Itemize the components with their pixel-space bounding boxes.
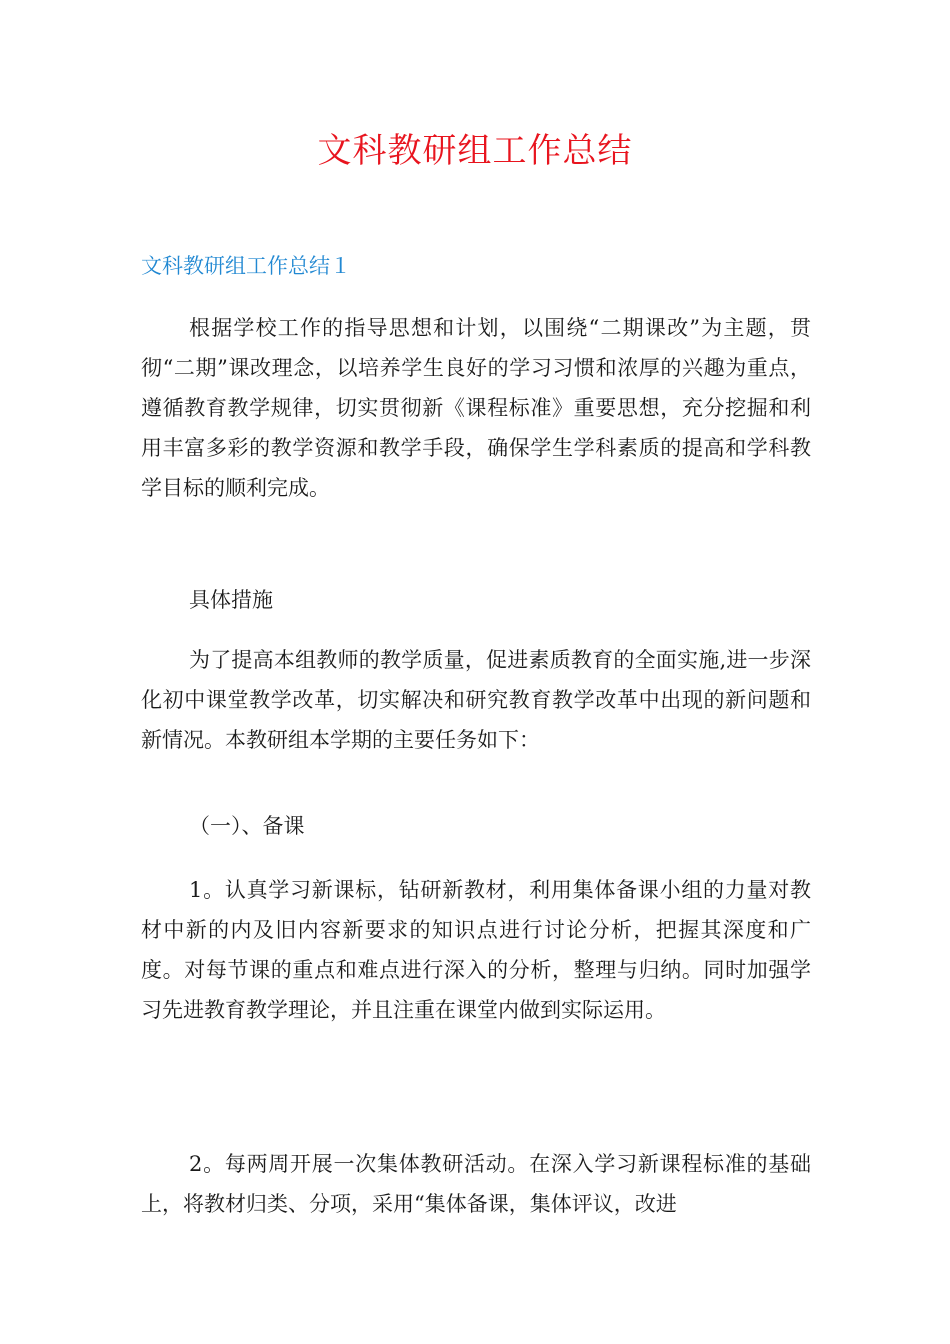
item-1-paragraph: 1。认真学习新课标，钻研新教材，利用集体备课小组的力量对教材中新的内及旧内容新要求的知识点进行讨论分析，把握其深度和广度。对每节课的重点和难点进行深入的分析，整理与归纳。同时加强学习先进教育教学理论，并且注重在课堂内做到实际运用。: [141, 878, 811, 1022]
measures-label: 具体措施: [189, 588, 273, 612]
item-2-paragraph: 2。每两周开展一次集体教研活动。在深入学习新课程标准的基础上，将教材归类、分项，采用“集体备课，集体评议，改进: [141, 1152, 811, 1216]
tasks-paragraph: 为了提高本组教师的教学质量，促进素质教育的全面实施,进一步深化初中课堂教学改革，切实解决和研究教育教学改革中出现的新问题和新情况。本教研组本学期的主要任务如下：: [141, 648, 811, 752]
section-heading: 文科教研组工作总结１: [141, 254, 351, 278]
document-title: 文科教研组工作总结: [317, 131, 633, 171]
intro-paragraph: 根据学校工作的指导思想和计划，以围绕“二期课改”为主题，贯彻“二期”课改理念，以培养学生良好的学习习惯和浓厚的兴趣为重点，遵循教育教学规律，切实贯彻新《课程标准》重要思想，充分挖掘和利用丰富多彩的教学资源和教学手段，确保学生学科素质的提高和学科教学目标的顺利完成。: [141, 316, 811, 500]
subsection-heading-lesson-prep: （一）、备课: [189, 814, 305, 838]
